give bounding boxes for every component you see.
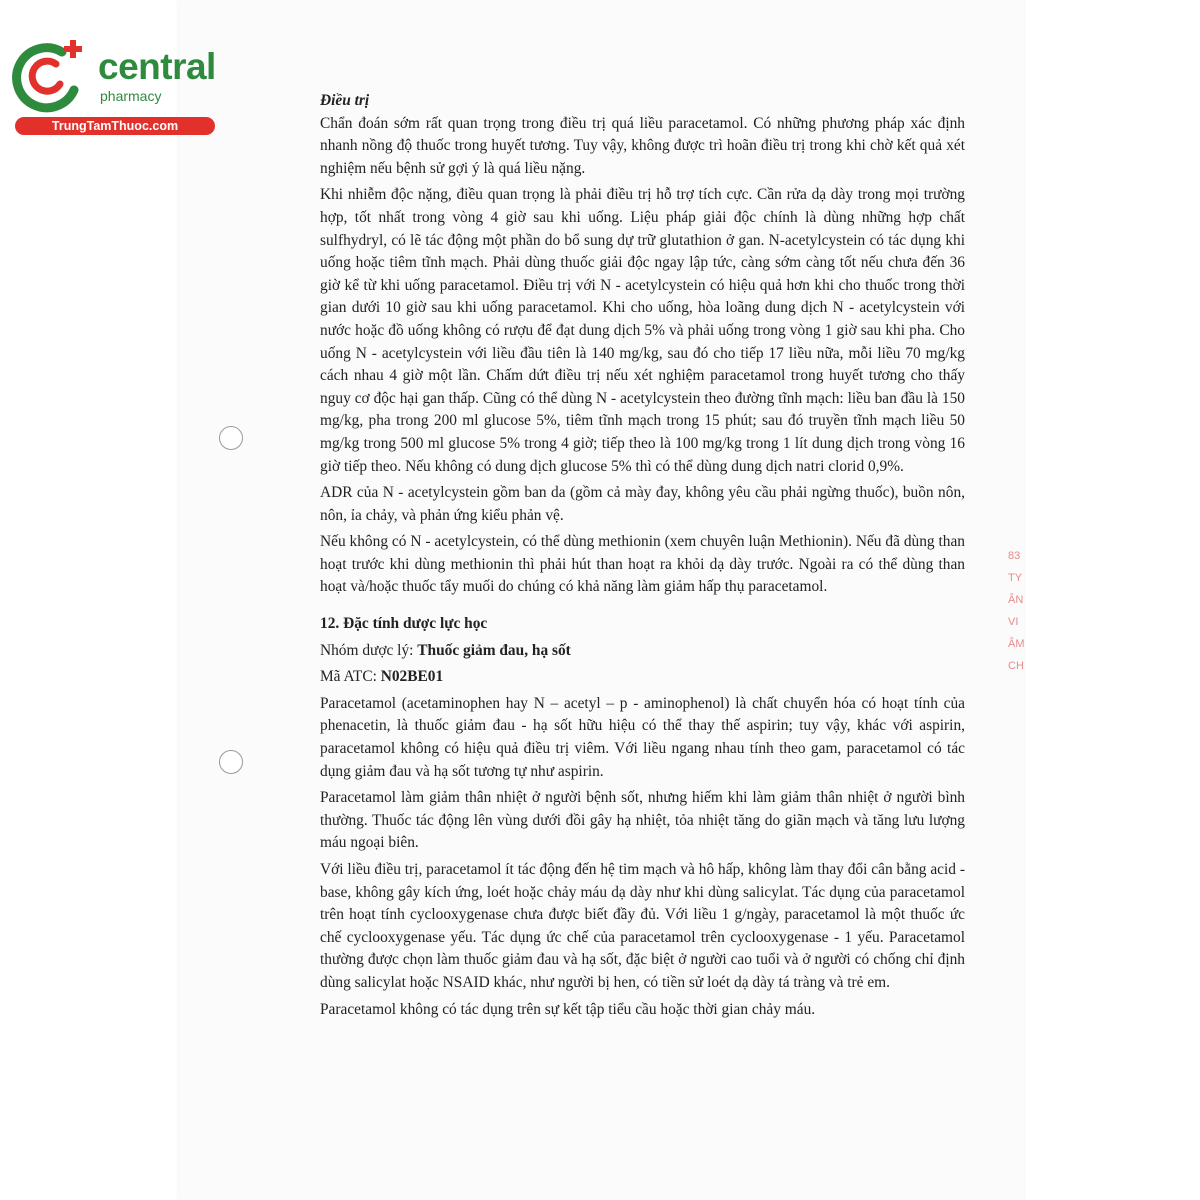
- stamp-fragment: ÂN: [1008, 594, 1024, 606]
- group-value: Thuốc giảm đau, hạ sốt: [417, 641, 571, 659]
- logo-subtitle: pharmacy: [100, 88, 162, 104]
- logo-brand: central: [98, 46, 216, 87]
- stamp-fragment: VI: [1008, 616, 1019, 628]
- section-heading: 12. Đặc tính dược lực học: [320, 615, 488, 633]
- punch-hole: [219, 426, 243, 450]
- pharmacy-cross-icon: [10, 38, 94, 114]
- group-label: Nhóm dược lý:: [320, 641, 418, 659]
- atc-code: [320, 666, 965, 689]
- paragraph: Paracetamol (acetaminophen hay N – acetyl – p - aminophenol) là chất chuyển hóa có hoạt tính của phenacetin, là thuốc giảm đau - hạ sốt hữu hiệu có thể thay thế aspirin; tuy vậy, khác với aspirin, paracetamol không có hiệu quả điều trị viêm. Với liều ngang nhau tính theo gam, paracetamol có tác dụng giảm đau và hạ sốt tương tự như aspirin.: [320, 694, 965, 780]
- stamp-fragment: CH: [1008, 660, 1024, 672]
- stamp-fragment: ÂM: [1008, 638, 1025, 650]
- treatment-heading: Điều trị: [320, 92, 370, 109]
- red-stamp: [1008, 540, 1048, 690]
- paragraph: Paracetamol làm giảm thân nhiệt ở người bệnh sốt, nhưng hiếm khi làm giảm thân nhiệt ở người bình thường. Thuốc tác động lên vùng dưới đồi gây hạ nhiệt, tỏa nhiệt tăng do giãn mạch và tăng lưu lượng máu ngoại biên.: [320, 789, 965, 852]
- central-pharmacy-logo: [10, 38, 220, 138]
- paragraph: Chẩn đoán sớm rất quan trọng trong điều trị quá liều paracetamol. Có những phương pháp xác định nhanh nồng độ thuốc trong huyết tương. Tuy vậy, không được trì hoãn điều trị trong khi chờ kết quả xét nghiệm nếu bệnh sử gợi ý là quá liều nặng.: [320, 114, 965, 177]
- logo-website: TrungTamThuoc.com: [15, 117, 215, 135]
- punch-hole: [219, 750, 243, 774]
- paragraph: Với liều điều trị, paracetamol ít tác động đến hệ tim mạch và hô hấp, không làm thay đổi cân bằng acid - base, không gây kích ứng, loét hoặc chảy máu dạ dày như khi dùng salicylat. Tác dụng của paracetamol trên hoạt tính cyclooxygenase chưa được biết đầy đủ. Với liều 1 g/ngày, paracetamol là một thuốc ức chế cyclooxygenase yếu. Tác dụng ức chế của paracetamol trên cyclooxygenase - 1 yếu. Paracetamol thường được chọn làm thuốc giảm đau và hạ sốt, đặc biệt ở người cao tuổi và ở người có chống chỉ định dùng salicylat hoặc NSAID khác, như người bị hen, có tiền sử loét dạ dày tá tràng và trẻ em.: [320, 861, 965, 991]
- pharmacologic-group: [320, 640, 965, 663]
- atc-value: N02BE01: [380, 668, 444, 686]
- stamp-fragment: 83: [1008, 550, 1021, 562]
- paragraph: Nếu không có N - acetylcystein, có thể dùng methionin (xem chuyên luận Methionin). Nếu đã dùng than hoạt trước khi dùng methionin thì phải hút than hoạt ra khỏi dạ dày trước. Ngoài ra có thể dùng than hoạt và/hoặc thuốc tẩy muối do chúng có khả năng làm giảm hấp thụ paracetamol.: [320, 533, 965, 596]
- atc-label: Mã ATC:: [320, 668, 381, 686]
- document-content: [320, 90, 965, 1025]
- paragraph: Paracetamol không có tác dụng trên sự kết tập tiểu cầu hoặc thời gian chảy máu.: [320, 1000, 816, 1018]
- stamp-fragment: TY: [1008, 572, 1023, 584]
- paragraph: Khi nhiễm độc nặng, điều quan trọng là phải điều trị hỗ trợ tích cực. Cần rửa dạ dày trong mọi trường hợp, tốt nhất trong vòng 4 giờ sau khi uống. Liệu pháp giải độc chính là dùng những hợp chất sulfhydryl, có lẽ tác động một phần do bổ sung dự trữ glutathion ở gan. N-acetylcystein có tác dụng khi uống hoặc tiêm tĩnh mạch. Phải dùng thuốc giải độc ngay lập tức, càng sớm càng tốt nếu chưa đến 36 giờ kể từ khi uống paracetamol. Điều trị với N - acetylcystein có hiệu quả hơn khi cho thuốc trong thời gian dưới 10 giờ sau khi uống paracetamol. Khi cho uống, hòa loãng dung dịch N - acetylcystein với nước hoặc đồ uống không có rượu để đạt dung dịch 5% và phải uống trong vòng 1 giờ sau khi pha. Cho uống N - acetylcystein với liều đầu tiên là 140 mg/kg, sau đó cho tiếp 17 liều nữa, mỗi liều 70 mg/kg cách nhau 4 giờ một lần. Chấm dứt điều trị nếu xét nghiệm paracetamol trong huyết tương cho thấy nguy cơ độc hại gan thấp. Cũng có thể dùng N - acetylcystein theo đường tĩnh mạch: liều ban đầu là 150 mg/kg, pha trong 200 ml glucose 5%, tiêm tĩnh mạch trong 15 phút; sau đó truyền tĩnh mạch liều 50 mg/kg trong 500 ml glucose 5% trong 4 giờ; tiếp theo là 100 mg/kg trong 1 lít dung dịch trong vòng 16 giờ tiếp theo. Nếu không có dung dịch glucose 5% thì có thể dùng dung dịch natri clorid 0,9%.: [320, 186, 965, 475]
- paragraph: ADR của N - acetylcystein gồm ban da (gồm cả mày đay, không yêu cầu phải ngừng thuốc), buồn nôn, nôn, ỉa chảy, và phản ứng kiểu phản vệ.: [320, 484, 965, 524]
